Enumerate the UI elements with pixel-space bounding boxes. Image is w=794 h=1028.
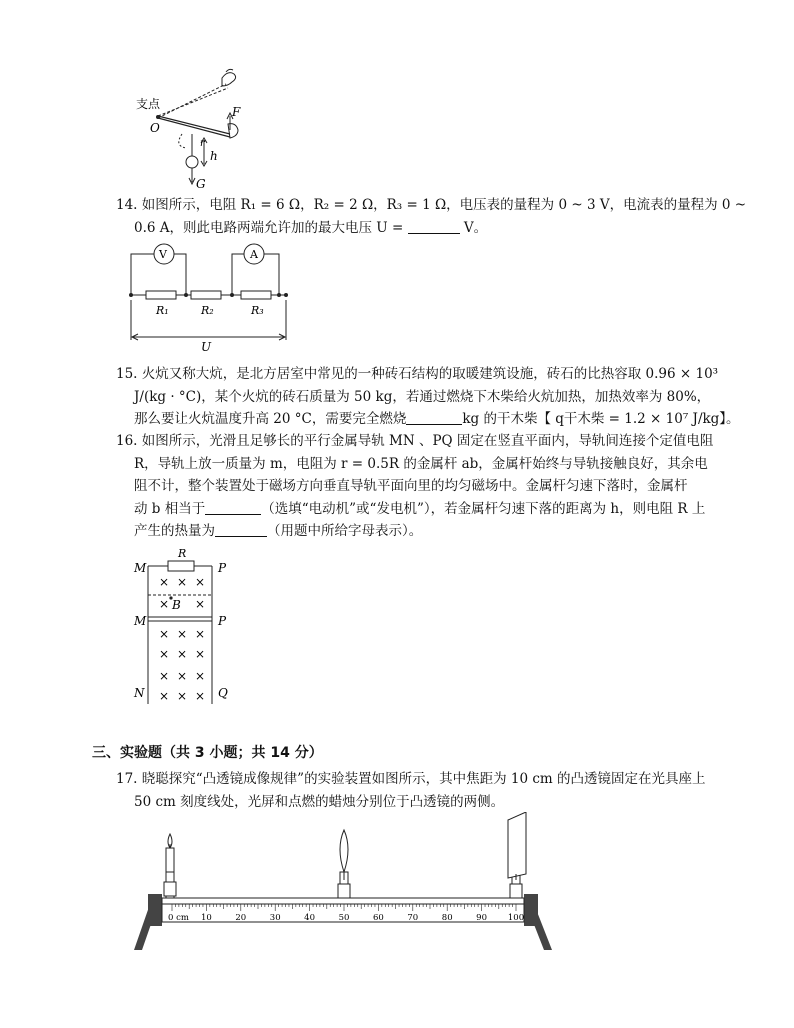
q16-answer-blank-1[interactable] <box>205 500 261 515</box>
q17-line2: 50 cm 刻度线处，光屏和点燃的蜡烛分别位于凸透镜的两侧。 <box>134 793 505 810</box>
label-b: B <box>172 598 181 612</box>
field-cross: × <box>158 627 170 641</box>
bench-tick-label: 60 <box>372 913 384 923</box>
height-h-label: h <box>210 149 218 163</box>
r3-label: R₃ <box>251 304 264 317</box>
bench-tick-label: 40 <box>304 913 316 923</box>
bench-tick-label: 80 <box>441 913 453 923</box>
q15-line1: 15. 火炕又称大炕，是北方居室中常见的一种砖石结构的取暖建筑设施，砖石的比热容取 0.96 × 10³ <box>116 366 719 382</box>
fulcrum-label: 支点 <box>136 97 161 111</box>
field-cross: × <box>194 627 206 641</box>
field-cross: × <box>194 669 206 683</box>
point-o-label: O <box>150 121 160 135</box>
bench-tick-label: 90 <box>476 913 488 923</box>
field-cross: × <box>194 575 206 589</box>
q16-line5 <box>116 520 708 543</box>
bench-tick-label: 100 <box>507 913 525 923</box>
q16-line5-pre: 产生的热量为 <box>134 523 215 539</box>
field-cross: × <box>158 669 170 683</box>
q14-line1: 14. 如图所示，电阻 R₁ = 6 Ω，R₂ = 2 Ω，R₃ = 1 Ω，电压表的量程为 0 ~ 3 V，电流表的量程为 0 ~ <box>116 197 747 213</box>
ammeter-label: A <box>250 248 258 261</box>
q17-line1: 17. 晓聪探究“凸透镜成像规律”的实验装置如图所示，其中焦距为 10 cm 的凸透镜固定在光具座上 <box>116 771 706 787</box>
label-m-mid: M <box>134 614 147 628</box>
q15-line3-post: kg 的干木柴【 q干木柴 = 1.2 × 10⁷ J/kg】。 <box>462 411 740 427</box>
field-cross: × <box>194 647 206 661</box>
label-m-top: M <box>134 561 147 575</box>
r2-label: R₂ <box>201 304 214 317</box>
label-p-top: P <box>218 561 227 575</box>
optical-bench-figure <box>128 812 560 956</box>
label-q: Q <box>218 686 228 700</box>
q16-line5-post: （用题中所给字母表示）。 <box>267 523 423 539</box>
q16-answer-blank-2[interactable] <box>215 522 267 537</box>
force-f-label: F <box>232 105 241 119</box>
bench-tick-label: 50 <box>338 913 350 923</box>
field-cross: × <box>176 689 188 703</box>
field-cross: × <box>176 669 188 683</box>
q15-line3-pre: 那么要让火炕温度升高 20 °C，需要完全燃烧 <box>134 411 407 427</box>
label-p-mid: P <box>218 614 227 628</box>
bench-tick-label: 0 cm <box>168 913 189 923</box>
question-15 <box>116 363 740 431</box>
bench-tick-label: 70 <box>407 913 419 923</box>
field-cross: × <box>176 575 188 589</box>
q16-line4-mid: （选填“电动机”或“发电机”），若金属杆匀速下落的距离为 h，则电阻 R 上 <box>261 500 706 517</box>
r1-label: R₁ <box>156 304 169 317</box>
question-17 <box>116 768 708 813</box>
field-cross: × <box>176 647 188 661</box>
voltmeter-label: V <box>159 248 167 261</box>
field-cross: × <box>158 647 170 661</box>
field-cross: × <box>158 575 170 589</box>
bench-tick-label: 10 <box>200 913 212 923</box>
question-14 <box>116 194 747 239</box>
u-label: U <box>201 340 212 354</box>
q14-line2-post: V。 <box>459 219 488 236</box>
q16-line3: 阻不计，整个装置处于磁场方向垂直导轨平面向里的均匀磁场中。金属杆匀速下落时，金属杆 <box>134 478 688 494</box>
radius-r-label: r <box>200 138 205 149</box>
q15-line2: J/(kg · °C)，某个火炕的砖石质量为 50 kg，若通过燃烧下木柴给火炕加热，加热效率为 80%， <box>134 388 711 405</box>
rail-figure <box>128 546 238 706</box>
q16-line1: 16. 如图所示，光滑且足够长的平行金属导轨 MN 、PQ 固定在竖直平面内，导轨间连接个定值电阻 <box>116 433 714 449</box>
weight-g-label: G <box>196 177 206 191</box>
field-cross: × <box>176 627 188 641</box>
q14-answer-blank[interactable] <box>408 219 460 234</box>
section-3-title: 三、实验题（共 3 小题；共 14 分） <box>92 745 323 761</box>
q14-line2-pre: 0.6 A，则此电路两端允许加的最大电压 U = <box>134 219 408 236</box>
label-resistor-r: R <box>178 547 187 560</box>
magnetic-field-crosses <box>159 575 205 703</box>
field-cross: × <box>194 689 206 703</box>
q15-answer-blank[interactable] <box>406 410 462 425</box>
bench-tick-label: 30 <box>269 913 281 923</box>
lever-figure <box>130 64 250 192</box>
field-cross: × <box>158 597 170 611</box>
q14-line2 <box>116 217 708 240</box>
q16-line4-pre: 动 b 相当于 <box>134 500 206 517</box>
q16-line4 <box>116 498 708 521</box>
field-cross: × <box>158 689 170 703</box>
label-n: N <box>134 686 145 700</box>
question-16 <box>116 430 714 543</box>
circuit-figure <box>124 240 294 356</box>
q15-line3 <box>116 408 740 431</box>
bench-tick-label: 20 <box>235 913 247 923</box>
q16-line2: R，导轨上放一质量为 m，电阻为 r = 0.5R 的金属杆 ab，金属杆始终与导轨接触良好，其余电 <box>134 455 708 472</box>
field-cross: × <box>194 597 206 611</box>
